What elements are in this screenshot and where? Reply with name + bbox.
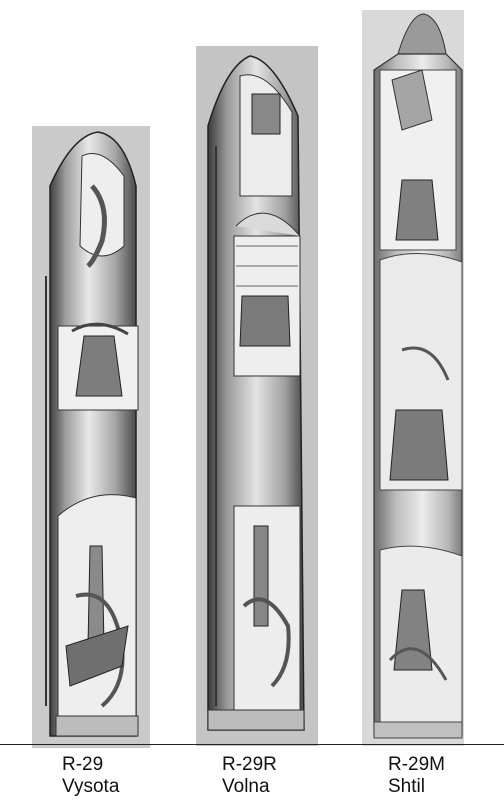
r29r-aft-skirt — [208, 710, 304, 730]
r29r-turbopump — [254, 526, 268, 626]
r29r-warhead-bus — [252, 94, 280, 134]
ground-line — [0, 744, 504, 745]
caption-r29m-designation: R-29M — [388, 754, 446, 775]
r29m-aft-skirt — [374, 722, 462, 738]
r29-upper-engine — [76, 336, 122, 396]
caption-r29-name: Vysota — [62, 776, 120, 797]
caption-r29-designation: R-29 — [62, 754, 104, 775]
r29r-upper-engine — [240, 296, 290, 346]
r29m-shtil-drawing — [362, 10, 464, 746]
r29-aft-skirt — [56, 716, 138, 736]
r29r-cutaway-svg — [196, 46, 318, 746]
r29m-middle-engine — [390, 410, 448, 480]
r29r-volna-drawing — [196, 46, 318, 746]
caption-r29r — [222, 754, 277, 798]
r29m-cutaway-svg — [362, 10, 464, 746]
r29-vysota-drawing — [32, 126, 150, 748]
caption-r29m — [388, 754, 445, 798]
caption-r29r-name: Volna — [222, 776, 270, 797]
r29m-upper-engine — [396, 180, 438, 240]
caption-r29r-designation: R-29R — [222, 754, 277, 775]
caption-r29m-name: Shtil — [388, 776, 425, 797]
r29-cutaway-svg — [32, 126, 150, 748]
caption-r29 — [62, 754, 119, 798]
